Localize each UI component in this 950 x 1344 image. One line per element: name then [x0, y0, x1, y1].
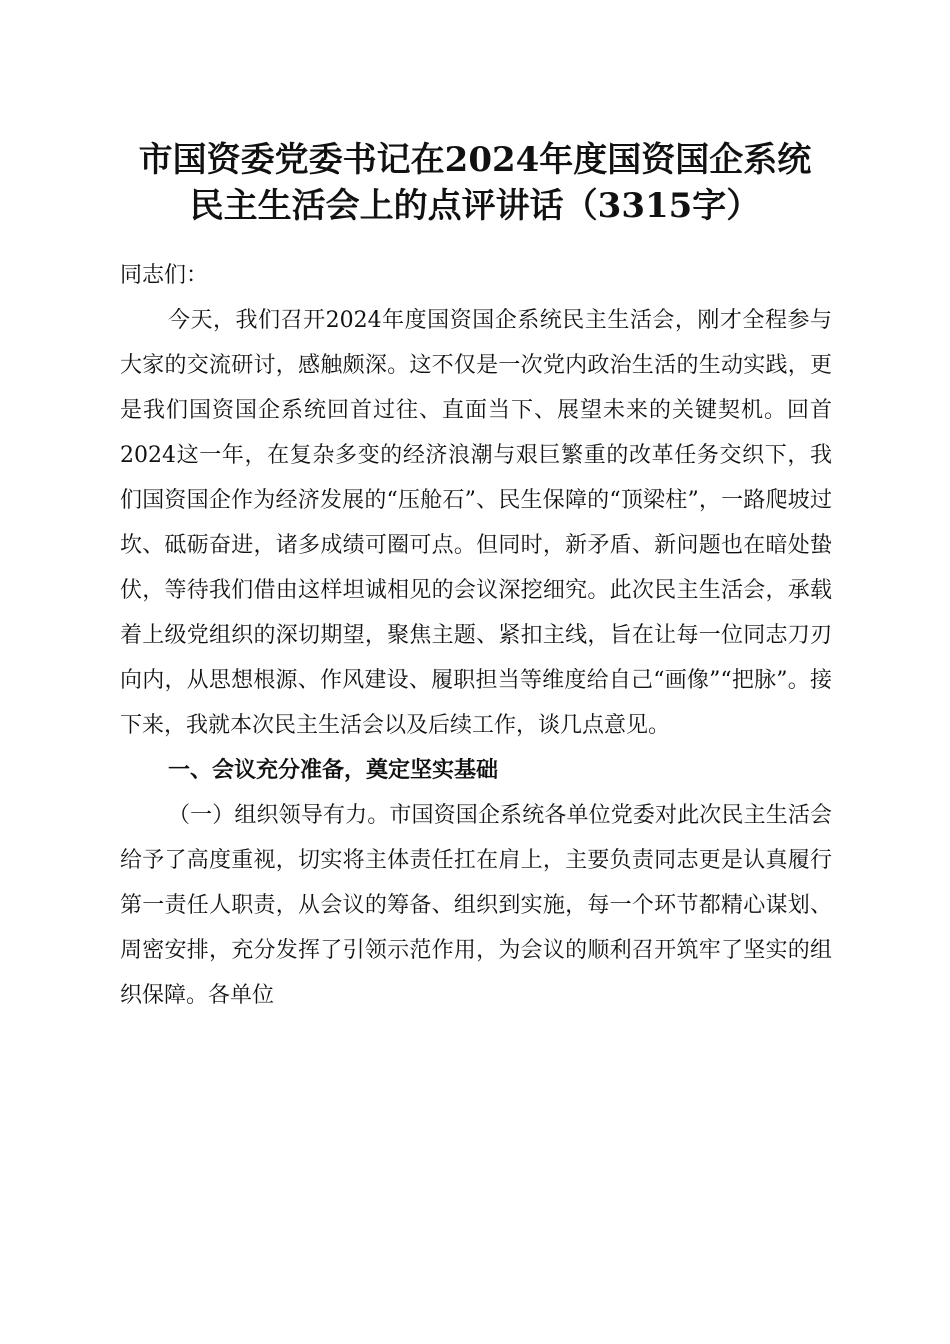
- section-heading-1: 一、会议充分准备，奠定坚实基础: [168, 758, 499, 783]
- subsection-text-1: 市国资国企系统各单位党委对此次民主生活会给予了高度重视，切实将主体责任扛在肩上，主要负责同志更是认真履行第一责任人职责，从会议的筹备、组织到实施，每一个环节都精心谋划、周密安排，充分发挥了引领示范作用，为会议的顺利召开筑牢了坚实的组织保障。各单位: [120, 803, 832, 1008]
- salutation: 同志们：: [120, 263, 209, 288]
- document-title-line-1: 市国资委党委书记在2024年度国资国企系统: [138, 140, 812, 180]
- document-title-line-2: 民主生活会上的点评讲话（3315字）: [189, 186, 761, 226]
- paragraph-subsection-1: [120, 793, 832, 1018]
- document-body: [120, 253, 832, 1018]
- subsection-lead-1: （一）组织领导有力。: [168, 803, 390, 828]
- paragraph-opening: 今天，我们召开2024年度国资国企系统民主生活会，刚才全程参与大家的交流研讨，感触颇深。这不仅是一次党内政治生活的生动实践，更是我们国资国企系统回首过往、直面当下、展望未来的关键契机。回首2024这一年，在复杂多变的经济浪潮与艰巨繁重的改革任务交织下，我们国资国企作为经济发展的“压舱石”、民生保障的“顶梁柱”，一路爬坡过坎、砥砺奋进，诸多成绩可圈可点。但同时，新矛盾、新问题也在暗处蛰伏，等待我们借由这样坦诚相见的会议深挖细究。此次民主生活会，承载着上级党组织的深切期望，聚焦主题、紧扣主线，旨在让每一位同志刀刃向内，从思想根源、作风建设、履职担当等维度给自己“画像”“把脉”。接下来，我就本次民主生活会以及后续工作，谈几点意见。: [120, 308, 832, 738]
